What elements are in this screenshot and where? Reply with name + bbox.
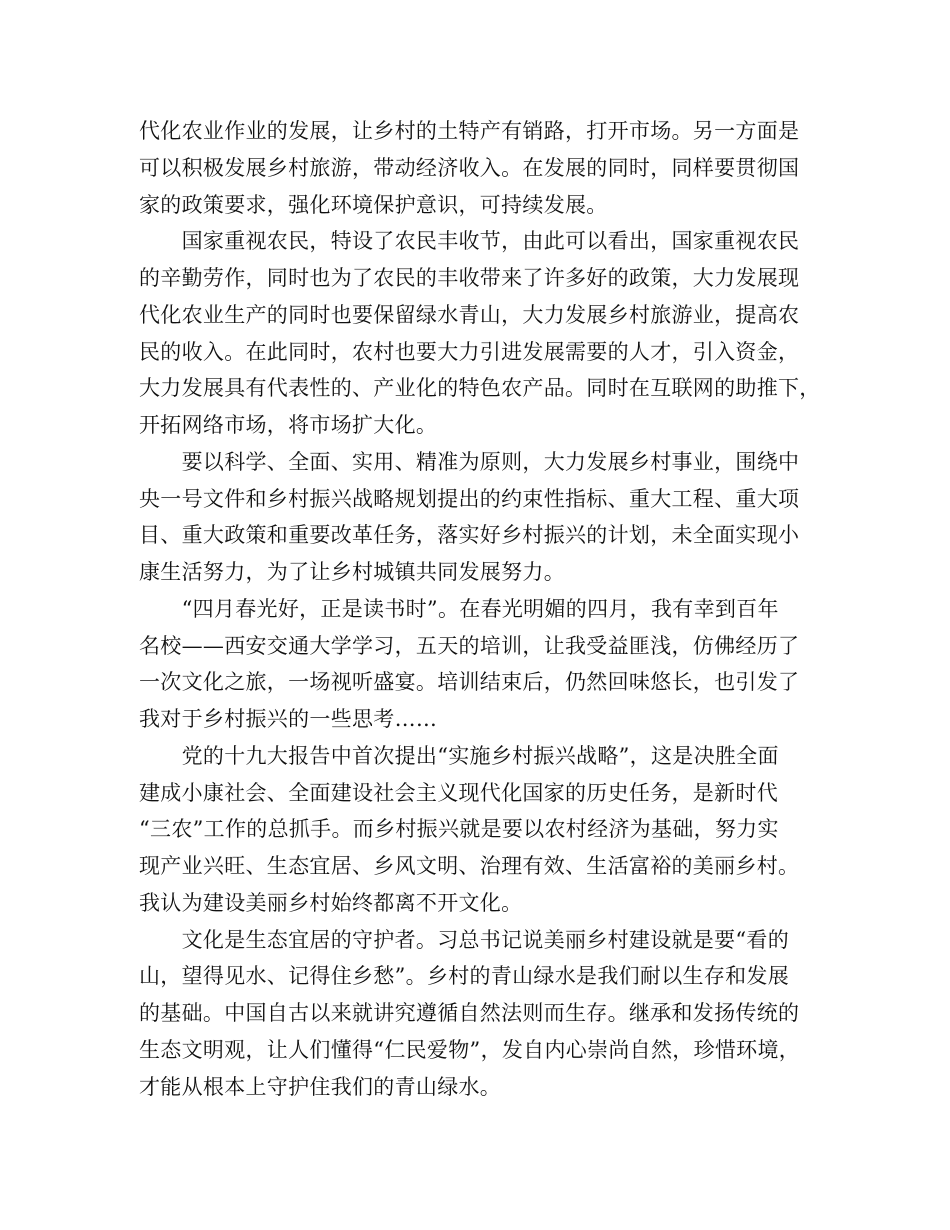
text-line: “四月春光好，正是读书时”。在春光明媚的四月，我有幸到百年 — [139, 596, 779, 621]
text-line: 建成小康社会、全面建设社会主义现代化国家的历史任务，是新时代 — [139, 780, 778, 805]
text-line: 可以积极发展乡村旅游，带动经济收入。在发展的同时，同样要贯彻国 — [139, 155, 800, 180]
text-line: 才能从根本上守护住我们的青山绿水。 — [139, 1074, 502, 1099]
text-line: 民的收入。在此同时，农村也要大力引进发展需要的人才，引入资金， — [139, 339, 800, 364]
text-line: 我对于乡村振兴的一些思考…… — [139, 707, 438, 731]
text-line: 名校——西安交通大学学习，五天的培训，让我受益匪浅，仿佛经历了 — [139, 633, 800, 658]
text-line: 国家重视农民，特设了农民丰收节，由此可以看出，国家重视农民 — [139, 229, 800, 254]
paragraph-2 — [139, 223, 824, 444]
text-line: 的辛勤劳作，同时也为了农民的丰收带来了许多好的政策，大力发展现 — [139, 266, 800, 290]
paragraph-5 — [139, 738, 824, 922]
paragraph-1 — [139, 113, 824, 223]
text-line: 生态文明观，让人们懂得“仁民爱物”，发自内心崇尚自然，珍惜环境， — [139, 1037, 801, 1062]
text-line: 要以科学、全面、实用、精准为原则，大力发展乡村事业，围绕中 — [139, 449, 800, 474]
text-line: 代化农业生产的同时也要保留绿水青山，大力发展乡村旅游业，提高农 — [139, 302, 800, 327]
text-line: 代化农业作业的发展，让乡村的土特产有销路，打开市场。另一方面是 — [139, 119, 800, 143]
text-line: 目、重大政策和重要改革任务，落实好乡村振兴的计划，未全面实现小 — [139, 523, 800, 548]
text-line: “三农”工作的总抓手。而乡村振兴就是要以农村经济为基础，努力实 — [139, 817, 779, 842]
paragraph-4 — [139, 591, 824, 738]
text-line: 党的十九大报告中首次提出“实施乡村振兴战略”，这是决胜全面 — [139, 743, 779, 768]
paragraph-3 — [139, 444, 824, 591]
text-line: 我认为建设美丽乡村始终都离不开文化。 — [139, 890, 523, 915]
paragraph-6 — [139, 922, 824, 1106]
text-line: 文化是生态宜居的守护者。习总书记说美丽乡村建设就是要“看的 — [139, 927, 790, 952]
text-line: 一次文化之旅，一场视听盛宴。培训结束后，仍然回味悠长，也引发了 — [139, 670, 800, 695]
document-body — [139, 113, 824, 1105]
text-line: 大力发展具有代表性的、产业化的特色农产品。同时在互联网的助推下， — [139, 376, 821, 401]
text-line: 现产业兴旺、生态宜居、乡风文明、治理有效、生活富裕的美丽乡村。 — [139, 854, 800, 878]
text-line: 央一号文件和乡村振兴战略规划提出的约束性指标、重大工程、重大项 — [139, 486, 800, 511]
text-line: 开拓网络市场，将市场扩大化。 — [139, 413, 438, 437]
text-line: 康生活努力，为了让乡村城镇共同发展努力。 — [139, 560, 565, 584]
text-line: 山，望得见水、记得住乡愁”。乡村的青山绿水是我们耐以生存和发展 — [139, 964, 790, 989]
text-line: 家的政策要求，强化环境保护意识，可持续发展。 — [139, 192, 608, 217]
text-line: 的基础。中国自古以来就讲究遵循自然法则而生存。继承和发扬传统的 — [139, 1001, 800, 1025]
